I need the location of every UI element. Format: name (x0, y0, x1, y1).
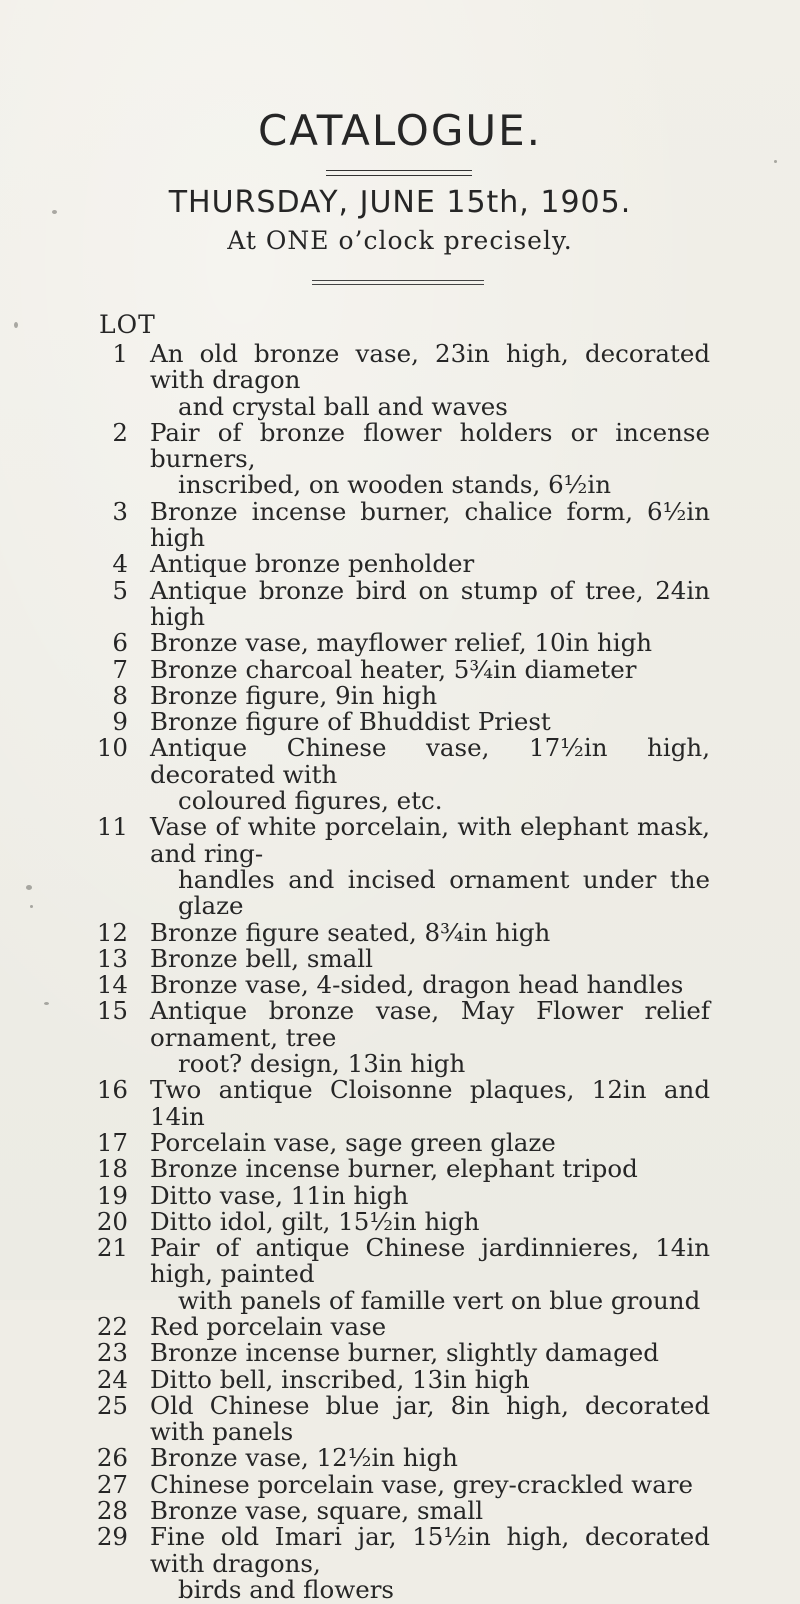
lot-number: 3 (112, 496, 128, 526)
lot-number: 7 (112, 654, 128, 684)
lot-description (150, 1127, 710, 1157)
lot-description-continuation: inscribed, on wooden stands, 6½in (178, 470, 612, 500)
lot-description-line: Antique Chinese vase, 17½in high, decorated with (150, 733, 710, 789)
lot-entry (0, 709, 800, 735)
lot-entry (0, 341, 800, 420)
lot-description-line: Antique bronze vase, May Flower relief ornament, tree (150, 996, 710, 1052)
lot-description-line: Bronze incense burner, slightly damaged (150, 1338, 659, 1368)
lot-number: 22 (96, 1311, 128, 1341)
lot-description (150, 1498, 710, 1524)
lot-entry (0, 496, 800, 553)
lot-entry (0, 680, 800, 710)
lot-description (150, 1180, 710, 1210)
lot-entry (0, 1311, 800, 1341)
lot-description (150, 496, 710, 553)
lot-entry (0, 1156, 800, 1182)
lot-description-line: Bronze incense burner, chalice form, 6½in high (150, 496, 710, 553)
page-title: CATALOGUE. (257, 106, 543, 155)
lot-description-line: Bronze figure seated, 8¾in high (150, 917, 551, 947)
lot-entry (0, 735, 800, 814)
lot-entry (0, 972, 800, 998)
lot-description (150, 1390, 710, 1447)
lot-number: 19 (96, 1180, 128, 1210)
lot-entry (0, 654, 800, 684)
lot-number: 25 (96, 1390, 128, 1420)
lot-number: 5 (112, 575, 128, 605)
lot-entry (0, 1364, 800, 1394)
lot-description-line: Red porcelain vase (150, 1311, 387, 1341)
lot-description-line: An old bronze vase, 23in high, decorated with dragon (150, 339, 710, 395)
lot-number: 10 (96, 733, 128, 763)
lot-description (150, 943, 710, 973)
lot-description (150, 1364, 710, 1394)
lot-description-line: Bronze vase, 12½in high (150, 1443, 458, 1473)
lot-number: 29 (96, 1522, 128, 1552)
paper-speck (774, 160, 777, 163)
lot-description (150, 551, 710, 577)
lot-description (150, 1235, 710, 1314)
lot-number: 14 (96, 970, 128, 1000)
lot-entry (0, 998, 800, 1077)
lot-entry (0, 1524, 800, 1603)
lot-description (150, 735, 710, 814)
lot-description-line: Pair of bronze flower holders or incense burners, (150, 417, 710, 474)
lot-description (150, 1445, 710, 1471)
lot-number: 12 (96, 917, 128, 947)
sale-time: At ONE o’clock precisely. (227, 226, 573, 255)
lot-description (150, 654, 710, 684)
lot-number: 27 (96, 1469, 128, 1499)
lot-number: 28 (96, 1496, 128, 1526)
lot-description-continuation: with panels of famille vert on blue ground (178, 1285, 701, 1315)
lot-number: 17 (96, 1127, 128, 1157)
lot-description (150, 1077, 710, 1130)
lot-number: 21 (96, 1233, 128, 1263)
lot-description (150, 1340, 710, 1366)
lot-entry (0, 1390, 800, 1447)
lot-description (150, 1469, 710, 1499)
lot-entry (0, 630, 800, 656)
lot-number: 15 (96, 996, 128, 1026)
lot-number: 11 (96, 812, 128, 842)
lot-entry (0, 1445, 800, 1471)
lot-number: 6 (112, 628, 128, 658)
lot-description (150, 998, 710, 1077)
sale-date: THURSDAY, JUNE 15th, 1905. (168, 185, 632, 220)
lot-column-header: LOT (99, 310, 156, 339)
lot-entry (0, 1235, 800, 1314)
lot-number: 4 (112, 549, 128, 579)
lot-description (150, 917, 710, 947)
lot-entry (0, 943, 800, 973)
lot-description-line: Old Chinese blue jar, 8in high, decorated with panels (150, 1390, 710, 1447)
lot-number: 1 (112, 339, 128, 368)
lot-description (150, 630, 710, 656)
lot-number: 2 (112, 417, 128, 447)
lot-description-continuation: birds and flowers (178, 1574, 394, 1604)
lot-number: 9 (112, 707, 128, 737)
lot-entry (0, 1340, 800, 1366)
lot-entry (0, 417, 800, 500)
lot-number: 16 (96, 1075, 128, 1105)
lot-description-line: Bronze figure, 9in high (150, 680, 438, 710)
lot-description (150, 680, 710, 710)
lot-description-line: Bronze vase, 4-sided, dragon head handles (150, 970, 684, 1000)
lot-number: 18 (96, 1154, 128, 1184)
lot-description-line: Antique bronze bird on stump of tree, 24in high (150, 575, 710, 631)
lot-entry (0, 575, 800, 631)
lot-description-line: Pair of antique Chinese jardinnieres, 14in high, painted (150, 1233, 710, 1289)
lot-description (150, 709, 710, 735)
lot-description-line: Vase of white porcelain, with elephant mask, and ring- (150, 812, 710, 868)
lot-number: 13 (96, 943, 128, 973)
lot-number: 26 (96, 1443, 128, 1473)
lot-entry (0, 1498, 800, 1524)
lot-entry (0, 814, 800, 919)
lot-description-line: Fine old Imari jar, 15½in high, decorated with dragons, (150, 1522, 710, 1578)
lot-description (150, 1524, 710, 1603)
lot-number: 20 (96, 1206, 128, 1236)
paper-speck (14, 322, 18, 328)
title-divider (326, 170, 472, 176)
lot-entry (0, 551, 800, 577)
lot-number: 23 (96, 1338, 128, 1368)
lot-list (0, 341, 800, 1603)
lot-description (150, 417, 710, 500)
lot-description-continuation: coloured figures, etc. (178, 786, 443, 816)
lot-entry (0, 1469, 800, 1499)
lot-description-line: Ditto idol, gilt, 15½in high (150, 1206, 480, 1236)
lot-description (150, 814, 710, 919)
lot-description-line: Bronze charcoal heater, 5¾in diameter (150, 654, 637, 684)
lot-description (150, 575, 710, 631)
lot-description-line: Ditto vase, 11in high (150, 1180, 409, 1210)
lot-entry (0, 1180, 800, 1210)
lot-entry (0, 1127, 800, 1157)
lot-description-line: Bronze vase, square, small (150, 1496, 484, 1526)
lot-description (150, 1156, 710, 1182)
lot-description (150, 1311, 710, 1341)
lot-description-line: Ditto bell, inscribed, 13in high (150, 1364, 530, 1394)
lot-number: 24 (96, 1364, 128, 1394)
lot-description-line: Porcelain vase, sage green glaze (150, 1127, 556, 1157)
lot-entry (0, 1206, 800, 1236)
lot-description-continuation: root? design, 13in high (178, 1049, 466, 1079)
lot-description-line: Bronze bell, small (150, 943, 373, 973)
lot-description-continuation: handles and incised ornament under the glaze (178, 864, 710, 921)
lot-description-line: Bronze vase, mayflower relief, 10in high (150, 628, 653, 658)
lot-description-continuation: and crystal ball and waves (178, 391, 508, 421)
lot-description (150, 341, 710, 420)
section-divider (312, 280, 484, 285)
lot-description-line: Antique bronze penholder (150, 549, 475, 579)
lot-entry (0, 1077, 800, 1130)
lot-description-line: Bronze figure of Bhuddist Priest (150, 707, 551, 737)
lot-description-line: Chinese porcelain vase, grey-crackled ware (150, 1469, 694, 1499)
lot-description (150, 1206, 710, 1236)
lot-description-line: Two antique Cloisonne plaques, 12in and 14in (150, 1075, 710, 1131)
lot-description-line: Bronze incense burner, elephant tripod (150, 1154, 638, 1184)
lot-number: 8 (112, 680, 128, 710)
lot-entry (0, 917, 800, 947)
lot-description (150, 972, 710, 998)
